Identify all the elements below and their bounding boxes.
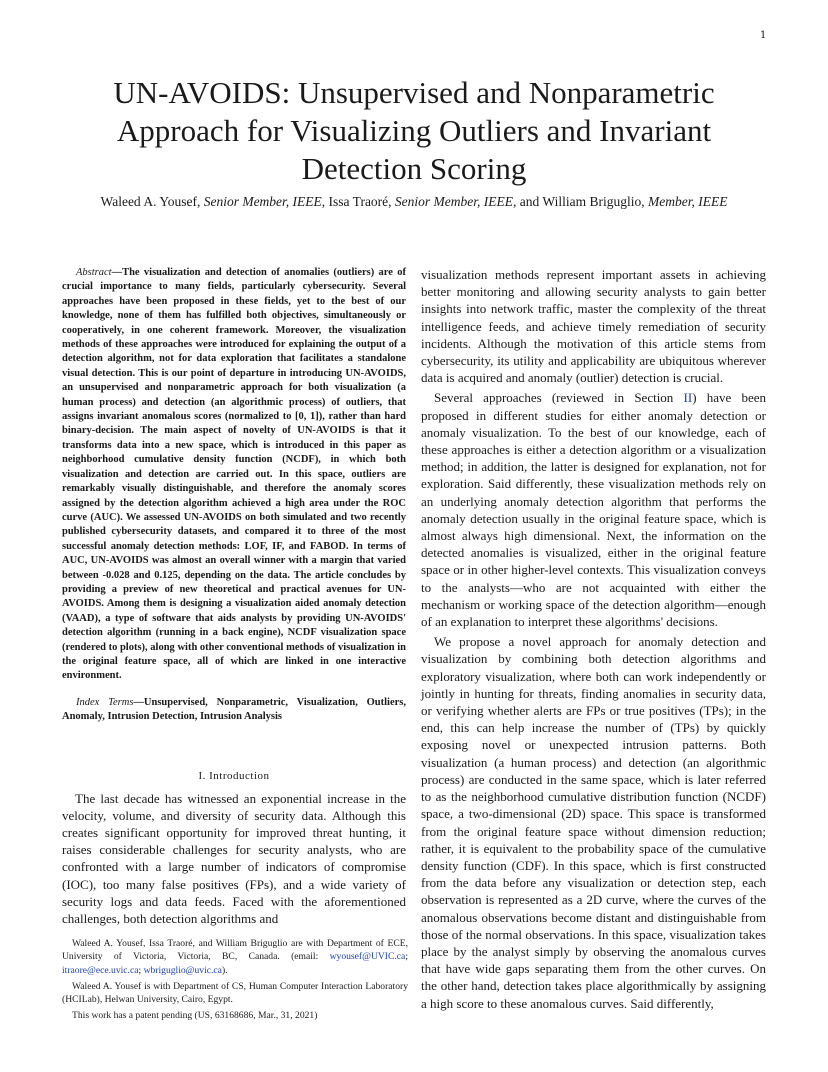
footnotes bbox=[62, 937, 408, 1026]
author-1-name: Waleed A. Yousef, bbox=[100, 194, 204, 209]
right-paragraph-3: We propose a novel approach for anomaly detection and visualization by combining both detection algorithms and exploratory visualization, where both can work independently or jointly in hunting for threats, finding anomalies in security data, or verifying whether alerts are FPs or true positives (TPs); in the end, this can help increase the number of (TPs) by quickly exposing novel or unexpected intrusion patterns. Both visualization (a human process) and detection (an algorithmic process) are conducted in the same space, which is later referred to as the neighborhood cumulative distribution function (NCDF) space, a two-dimensional (2D) space. This space is transformed from the original feature space without dimension reduction; rather, it is equivalent to the probability space of the cumulative density function (CDF). In this space, which is first constructed from the data before any visualization or detection step, each observation is represented as a 2D curve, where the curves of the anomalous observations become distant and distinguishable from those of the normal observations. In this space, visualization takes place by the analyst simply by observing the anomalous curves that have wide gaps separating them from the other curves. On the other hand, detection takes place algorithmically by assigning a high score to these anomalous curves. Said differently, bbox=[421, 634, 766, 1011]
index-terms-text: —Unsupervised, Nonparametric, Visualization, Outliers, Anomaly, Intrusion Detection, Intrusion Analysis bbox=[62, 696, 407, 723]
email-link-yousef[interactable]: wyousef@UVIC.ca bbox=[329, 951, 406, 963]
page-number: 1 bbox=[760, 30, 767, 41]
author-2-role: Senior Member, IEEE bbox=[394, 194, 514, 209]
author-2-name: , Issa Traoré, bbox=[321, 194, 395, 209]
footnote-patent: This work has a patent pending (US, 63168686, Mar., 31, 2021) bbox=[72, 1010, 318, 1022]
footnote-separator: ; bbox=[138, 964, 144, 976]
index-terms bbox=[62, 696, 406, 725]
paper-title: UN-AVOIDS: Unsupervised and Nonparametric Approach for Visualizing Outliers and Invariant Detection Scoring bbox=[113, 75, 715, 186]
right-paragraph-1: visualization methods represent important assets in achieving better monitoring and allowing security analysts to gain better insights into network traffic, master the complexity of the threat intelligence feeds, and achieve timely remediation of security incidents. Although the motivation of this article stems from cybersecurity, its utility and applicability are ubiquitous wherever data is acquired and anomaly (outlier) detection is crucial. bbox=[421, 267, 766, 386]
abstract-lead: Abstract bbox=[76, 267, 112, 278]
left-column bbox=[62, 266, 406, 927]
right-paragraph-2-start: Several approaches (reviewed in Section bbox=[434, 390, 684, 406]
author-3-name: , and William Briguglio, bbox=[513, 194, 648, 209]
section-reference-link[interactable]: II bbox=[683, 390, 693, 406]
footnote-separator: ; bbox=[405, 951, 408, 963]
abstract-text: —The visualization and detection of anomalies (outliers) are of crucial importance to many fields, particularly cybersecurity. Several approaches have been proposed in these fields, yet to the best of our knowledge, none of them has fulfilled both objectives, simultaneously or cooperatively, in one coherent framework. Moreover, the visualization methods of these approaches were introduced for explaining the output of a detection algorithm, not for data exploration that facilitates a standalone visual detection. This is our point of departure in introducing UN-AVOIDS, an unsupervised and nonparametric approach for both visualization (a human process) and detection (an algorithmic process) of outliers, that assigns invariant anomalous scores (normalized to [0, 1]), rather than hard binary-decision. The main aspect of novelty of UN-AVOIDS is that it transforms data into a new space, which is introduced in this paper as neighborhood cumulative density function (NCDF), in which both visualization and detection are carried out. In this space, outliers are remarkably visually distinguishable, and therefore the anomaly scores assigned by the detection algorithm achieved a high area under the ROC curve (AUC). We assessed UN-AVOIDS on both simulated and two recently published cybersecurity datasets, and compared it to three of the most successful anomaly detection methods: LOF, IF, and FABOD. In terms of AUC, UN-AVOIDS was almost an overall winner with a margin that varied between -0.028 and 0.125, depending on the data. The article concludes by providing a preview of new theoretical and practical avenues for UN-AVOIDS. Among them is designing a visualization aided anomaly detection (VAAD), a type of software that aids analysts by providing UN-AVOIDS' detection algorithm (running in a back engine), NCDF visualization space (rendered to plots), along with other conventional methods of visualization in the original feature space, all of which are linked in one interactive environment. bbox=[62, 267, 406, 682]
email-link-traore[interactable]: itraore@ece.uvic.ca bbox=[62, 964, 139, 976]
author-1-role: Senior Member, IEEE bbox=[203, 194, 322, 209]
right-paragraph-2 bbox=[421, 389, 766, 630]
author-3-role: Member, IEEE bbox=[647, 194, 728, 209]
footnote-close: ). bbox=[221, 964, 228, 976]
right-paragraph-2-rest: ) have been proposed in different studies for either anomaly detection or anomaly visualization. To the best of our knowledge, each of these approaches is either a detection algorithm or a visualization method; in addition, the latter is designed for explanation, not for exploration. Said differently, these visualization methods rely on an underlying anomaly detection algorithm that performs the anomaly detection usually in the original feature space, which is almost always high dimensional. Next, the information on the detected anomalies is visualized, either in the original feature space or in other higher-level contexts. This visualization conveys to the analysts—who are not acquainted with either the mechanism or working space of the detection algorithm—enough of an explanation to interpret these algorithms' decisions. bbox=[421, 390, 766, 630]
section-heading-introduction: I. Introduction bbox=[198, 769, 270, 782]
footnote-affiliation bbox=[62, 937, 408, 977]
author-line bbox=[40, 193, 788, 211]
footnote-affiliation-text: Waleed A. Yousef, Issa Traoré, and William Briguglio are with Department of ECE, University of Victoria, Victoria, BC, Canada. (email: bbox=[62, 938, 408, 963]
footnote-helwan: Waleed A. Yousef is with Department of CS, Human Computer Interaction Laboratory (HCILab), Helwan University, Cairo, Egypt. bbox=[62, 980, 408, 1006]
email-link-briguglio[interactable]: wbriguglio@uvic.ca bbox=[143, 964, 222, 976]
right-column bbox=[421, 266, 766, 1012]
index-terms-lead: Index Terms bbox=[76, 696, 134, 708]
abstract bbox=[62, 266, 406, 684]
intro-paragraph-1: The last decade has witnessed an exponential increase in the velocity, volume, and diversity of security data. Although this creates significant opportunity for improved threat hunting, it raises considerable challenges for security analysts, who are confronted with a large number of indicators of compromise (IOC), too many false positives (FPs), and a wide variety of security logs and data feeds. Faced with the aforementioned challenges, both detection algorithms and bbox=[62, 790, 406, 927]
